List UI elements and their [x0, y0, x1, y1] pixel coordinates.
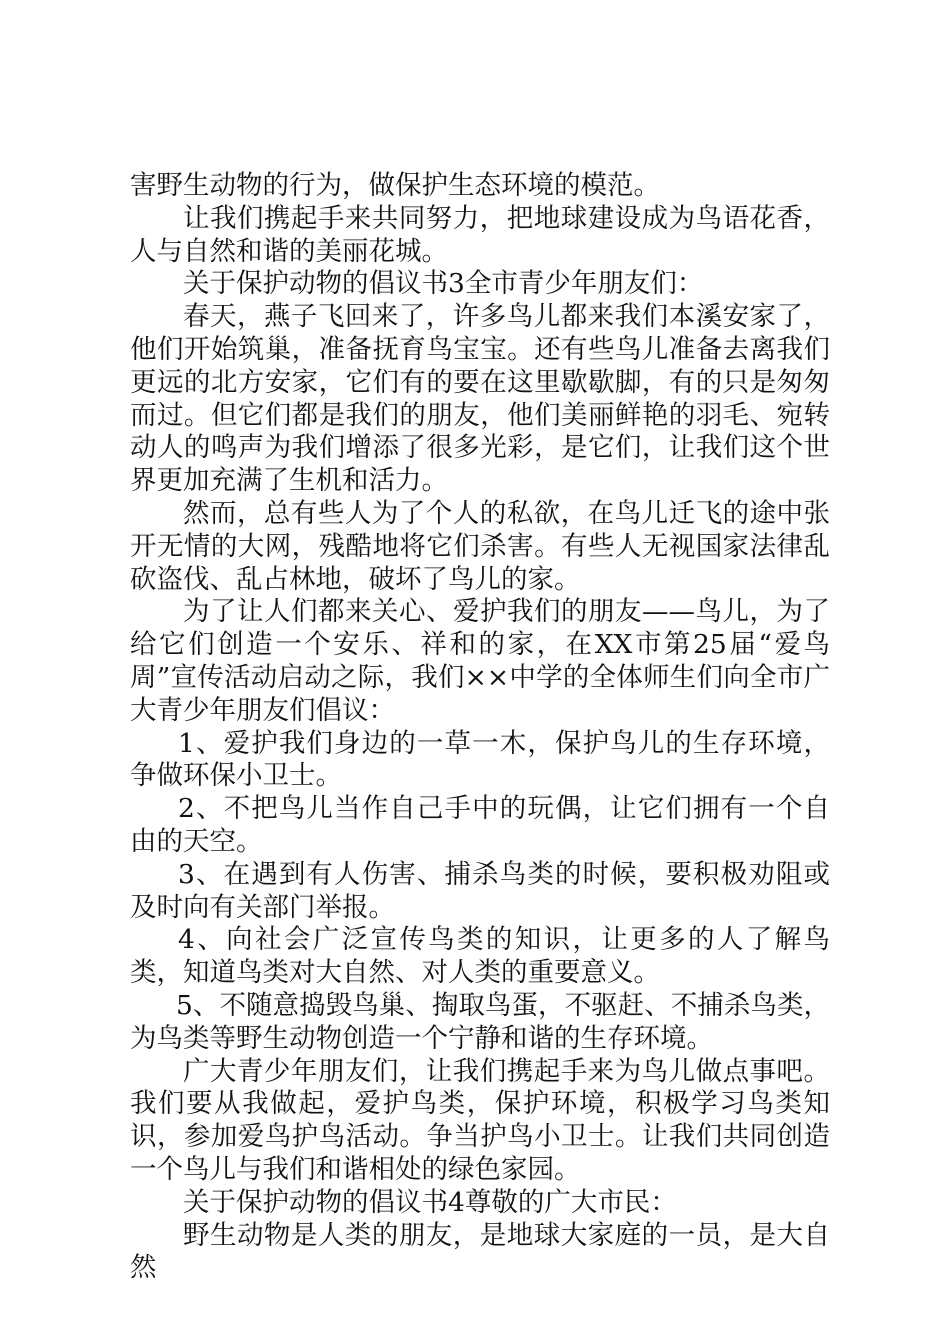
paragraph-proposal-intro: 为了让人们都来关心、爱护我们的朋友——鸟儿，为了给它们创造一个安乐、祥和的家，在XX市第25届“爱鸟周”宣传活动启动之际，我们××中学的全体师生们向全市广大青少年朋友们倡议：: [130, 596, 830, 726]
paragraph-wildlife: 野生动物是人类的朋友，是地球大家庭的一员，是大自然: [130, 1219, 830, 1284]
paragraph-closing: 广大青少年朋友们，让我们携起手来为鸟儿做点事吧。我们要从我做起，爱护鸟类，保护环境，积极学习鸟类知识，参加爱鸟护鸟活动。争当护鸟小卫士。让我们共同创造一个鸟儿与我们和谐相处的绿色家园。: [130, 1055, 830, 1185]
paragraph-however: 然而，总有些人为了个人的私欲，在鸟儿迁飞的途中张开无情的大网，残酷地将它们杀害。有些人无视国家法律乱砍盗伐、乱占林地，破坏了鸟儿的家。: [130, 497, 830, 595]
section-heading-4: 关于保护动物的倡议书4尊敬的广大市民：: [183, 1186, 677, 1218]
paragraph-spring: 春天，燕子飞回来了，许多鸟儿都来我们本溪安家了，他们开始筑巢，准备抚育鸟宝宝。还有些鸟儿准备去离我们更远的北方安家，它们有的要在这里歇歇脚，有的只是匆匆而过。但它们都是我们的朋友，他们美丽鲜艳的羽毛、宛转动人的鸣声为我们增添了很多光彩，是它们，让我们这个世界更加充满了生机和活力。: [130, 301, 830, 497]
section-heading-3: 关于保护动物的倡议书3全市青少年朋友们：: [183, 268, 704, 300]
list-item-5: 5、不随意捣毁鸟巢、掏取鸟蛋，不驱赶、不捕杀鸟类，为鸟类等野生动物创造一个宁静和谐的生存环境。: [130, 989, 830, 1054]
list-item-1: 1、爱护我们身边的一草一木，保护鸟儿的生存环境，争做环保小卫士。: [130, 727, 830, 792]
list-item-4: 4、向社会广泛宣传鸟类的知识，让更多的人了解鸟类，知道鸟类对大自然、对人类的重要意义。: [130, 924, 830, 989]
list-item-2: 2、不把鸟儿当作自己手中的玩偶，让它们拥有一个自由的天空。: [130, 793, 830, 857]
paragraph-continuation: 害野生动物的行为，做保护生态环境的模范。: [130, 170, 660, 201]
paragraph-call-to-action: 让我们携起手来共同努力，把地球建设成为鸟语花香，人与自然和谐的美丽花城。: [130, 202, 830, 267]
document-body: [130, 170, 830, 1285]
list-item-3: 3、在遇到有人伤害、捕杀鸟类的时候，要积极劝阻或及时向有关部门举报。: [130, 858, 830, 923]
